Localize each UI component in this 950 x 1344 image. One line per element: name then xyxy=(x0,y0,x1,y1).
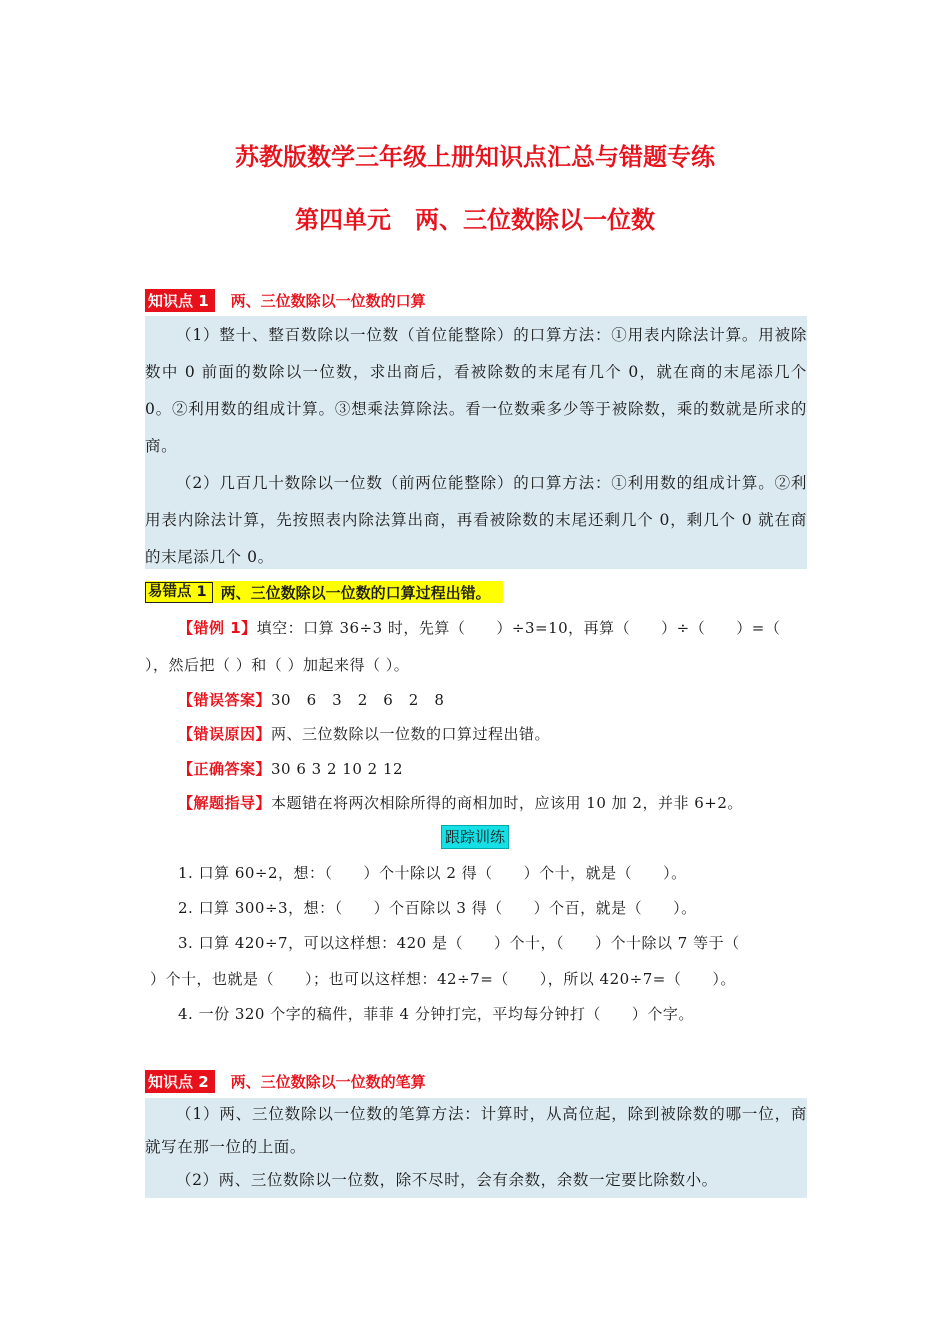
knowledge-point-1-box xyxy=(145,316,807,569)
document-subtitle xyxy=(0,200,950,235)
error-example-text-2: ），然后把（ ）和（ ）加起来得（ ）。 xyxy=(145,656,410,674)
error-point-tag: 易错点 1 xyxy=(145,582,213,603)
correct-answer-text: 30 6 3 2 10 2 12 xyxy=(271,760,404,778)
correct-answer-line xyxy=(178,758,403,779)
solution-guide-line xyxy=(178,792,743,813)
error-reason-text: 两、三位数除以一位数的口算过程出错。 xyxy=(271,725,551,743)
error-example-line xyxy=(178,617,780,638)
error-example-label: 【错例 1】 xyxy=(178,619,257,637)
exercise-4: 4. 一份 320 个字的稿件，菲菲 4 分钟打完，平均每分钟打（ ）个字。 xyxy=(178,1005,694,1023)
knowledge-paragraph: （1）整十、整百数除以一位数（首位能整除）的口算方法：①用表内除法计算。用被除数中 0 前面的数除以一位数，求出商后，看被除数的末尾有几个 0，就在商的末尾添几个 0。②利用数的组成计算。③想乘法算除法。看一位数乘多少等于被除数，乘的数就是所求的商。 xyxy=(145,326,807,455)
knowledge-point-2-box xyxy=(145,1098,807,1198)
wrong-answer-text: 30 6 3 2 6 2 8 xyxy=(271,691,445,709)
unit-topic: 两、三位数除以一位数 xyxy=(415,206,655,234)
unit-label: 第四单元 xyxy=(295,206,391,234)
knowledge-point-tag: 知识点 1 xyxy=(145,289,215,312)
knowledge-paragraph: （2）几百几十数除以一位数（前两位能整除）的口算方法：①利用数的组成计算。②利用表内除法计算，先按照表内除法算出商，再看被除数的末尾还剩几个 0，剩几个 0 就在商的末尾添几个 0。 xyxy=(145,474,807,566)
solution-guide-label: 【解题指导】 xyxy=(178,794,272,812)
document-title: 苏教版数学三年级上册知识点汇总与错题专练 xyxy=(235,143,715,171)
correct-answer-label: 【正确答案】 xyxy=(178,760,272,778)
wrong-answer-label: 【错误答案】 xyxy=(178,691,272,709)
error-point-1-header xyxy=(145,581,503,603)
exercise-3-line-2: ）个十，也就是（ ）；也可以这样想：42÷7=（ ），所以 420÷7=（ ）。 xyxy=(150,970,736,988)
exercise-1: 1. 口算 60÷2，想：（ ）个十除以 2 得（ ）个十，就是（ ）。 xyxy=(178,864,687,882)
knowledge-point-title: 两、三位数除以一位数的口算 xyxy=(230,291,426,310)
knowledge-point-tag: 知识点 2 xyxy=(145,1070,215,1093)
exercise-3-line-1: 3. 口算 420÷7，可以这样想：420 是（ ）个十，（ ）个十除以 7 等于（ xyxy=(178,934,740,952)
follow-up-training-label: 跟踪训练 xyxy=(441,825,509,849)
error-example-text: 填空：口算 36÷3 时，先算（ ）÷3=10，再算（ ）÷（ ）=（ xyxy=(256,619,781,637)
solution-guide-text: 本题错在将两次相除所得的商相加时，应该用 10 加 2，并非 6+2。 xyxy=(271,794,743,812)
exercise-2: 2. 口算 300÷3，想：（ ）个百除以 3 得（ ）个百，就是（ ）。 xyxy=(178,899,697,917)
knowledge-point-2-header xyxy=(145,1069,426,1093)
knowledge-point-1-header xyxy=(145,288,426,312)
error-reason-line xyxy=(178,723,550,744)
knowledge-paragraph: （2）两、三位数除以一位数，除不尽时，会有余数，余数一定要比除数小。 xyxy=(176,1171,718,1189)
error-point-title: 两、三位数除以一位数的口算过程出错。 xyxy=(220,583,491,602)
knowledge-paragraph: （1）两、三位数除以一位数的笔算方法：计算时，从高位起，除到被除数的哪一位，商就写在那一位的上面。 xyxy=(145,1105,807,1156)
wrong-answer-line xyxy=(178,689,444,710)
error-example-line-2 xyxy=(145,654,409,675)
error-reason-label: 【错误原因】 xyxy=(178,725,272,743)
knowledge-point-title: 两、三位数除以一位数的笔算 xyxy=(230,1072,426,1091)
